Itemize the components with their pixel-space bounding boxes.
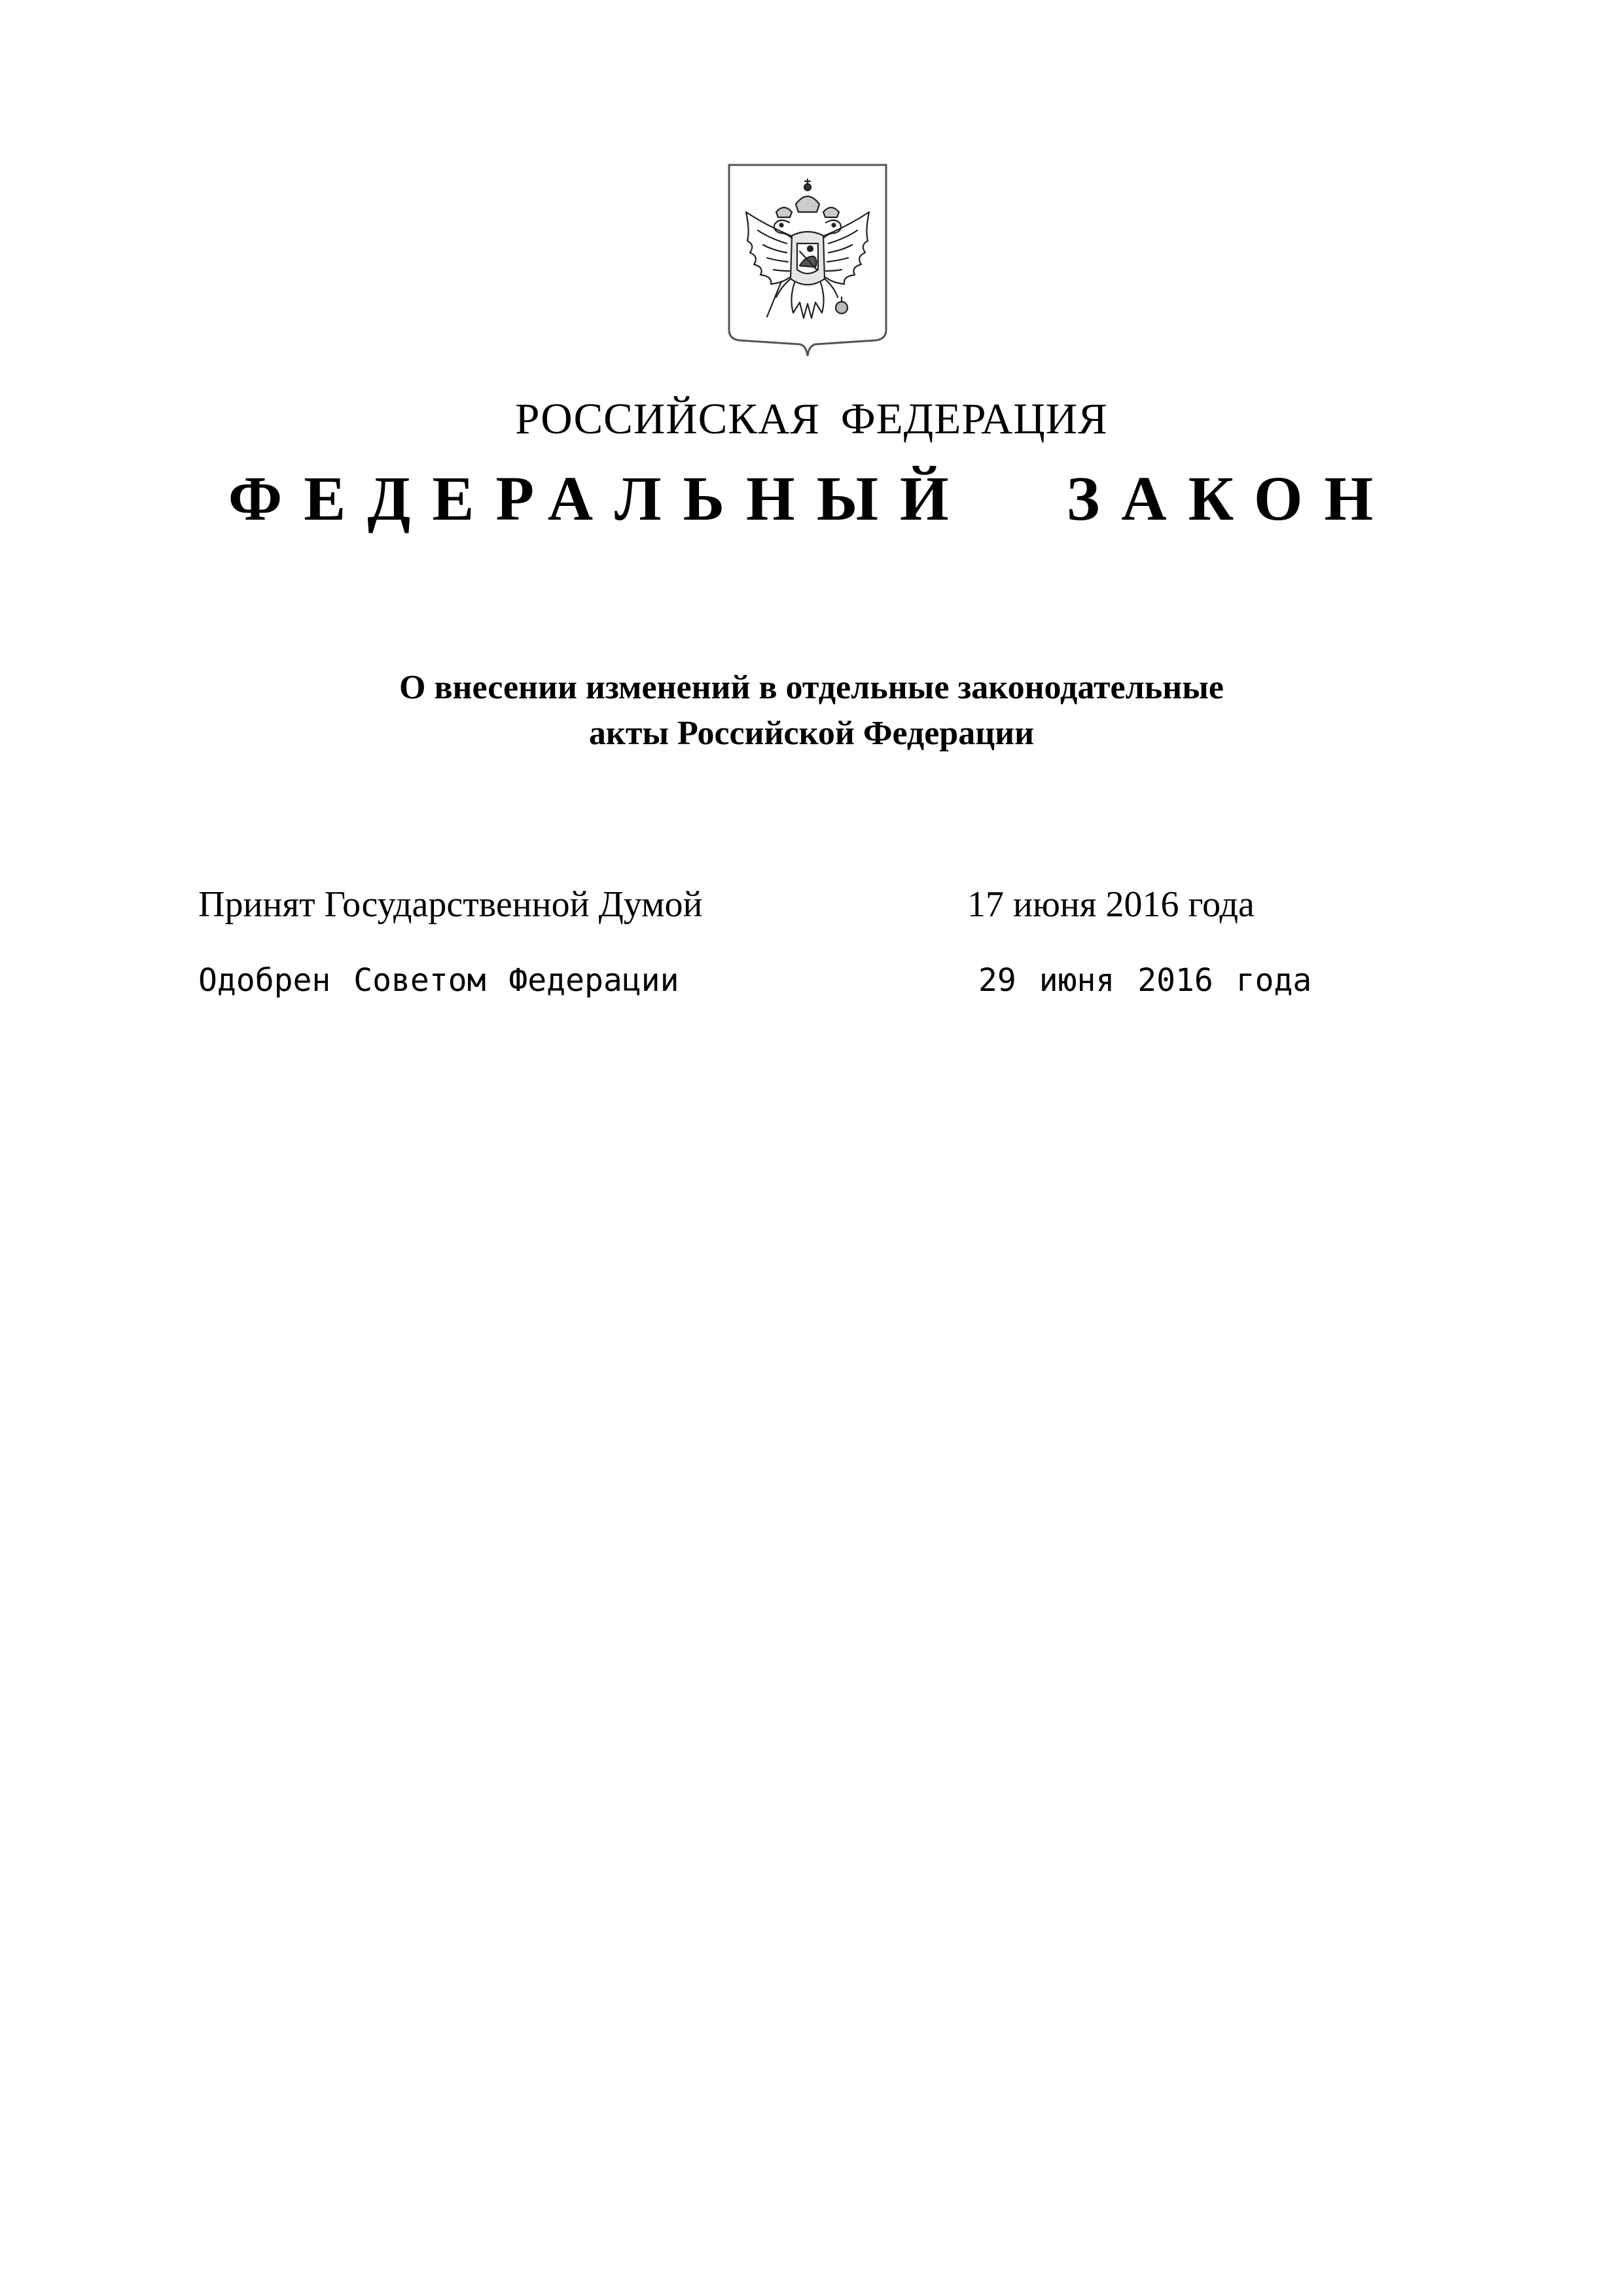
law-subject-line-2: акты Российской Федерации [588, 715, 1035, 752]
adoption-row-federation-council [0, 956, 1623, 1008]
coat-of-arms-icon [726, 162, 889, 359]
document-type-title: ФЕДЕРАЛЬНЫЙ ЗАКОН [228, 463, 1395, 533]
law-subject-line-1: О внесении изменений в отдельные законодательные [399, 669, 1224, 706]
country-name: РОССИЙСКАЯ ФЕДЕРАЦИЯ [515, 395, 1108, 443]
adoption-label: Одобрен Советом Федерации [198, 962, 679, 999]
adoption-label: Принят Государственной Думой [198, 884, 703, 925]
adoption-date: 29 июня 2016 года [978, 962, 1312, 999]
adoption-date: 17 июня 2016 года [967, 884, 1255, 925]
adoption-row-state-duma [0, 880, 1623, 932]
